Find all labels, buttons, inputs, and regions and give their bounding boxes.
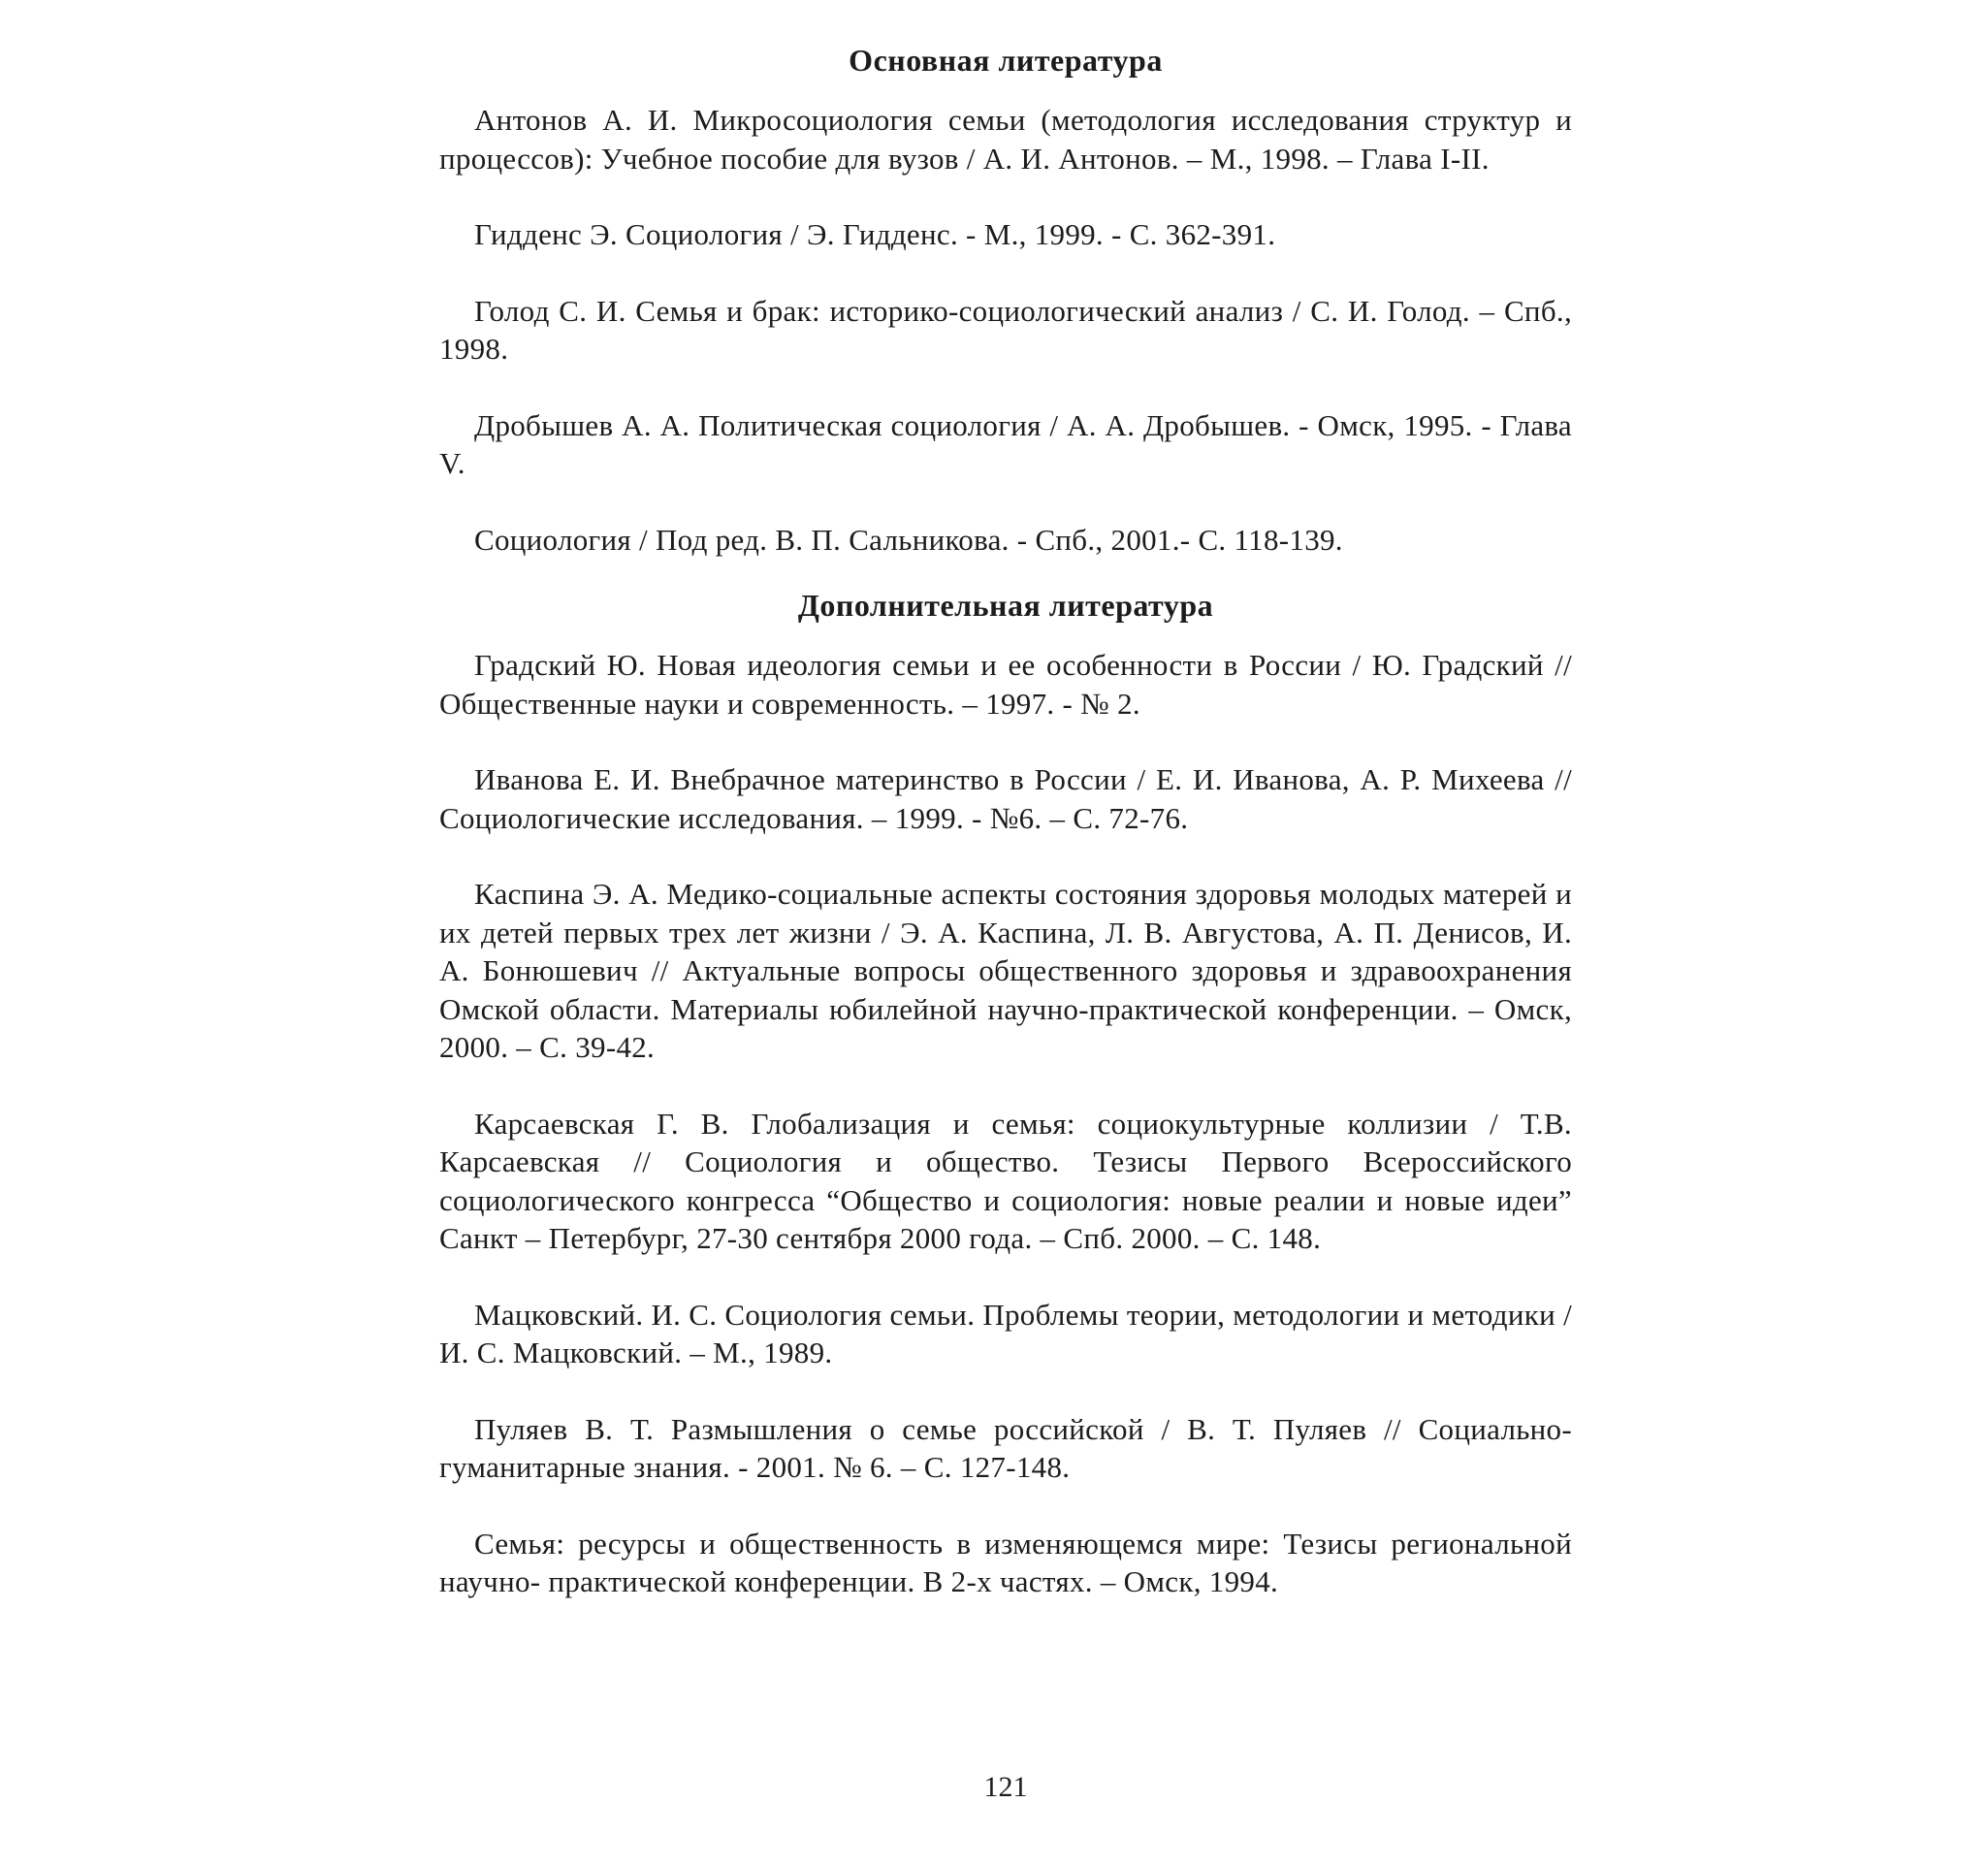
- document-page: [439, 41, 1572, 1825]
- main-literature-heading: Основная литература: [849, 43, 1163, 78]
- main-literature-list: [439, 101, 1572, 559]
- reference-entry: Градский Ю. Новая идеология семьи и ее особенности в России / Ю. Градский // Общественные науки и современность. – 1997. - № 2.: [439, 648, 1572, 721]
- reference-entry: Дробышев А. А. Политическая социология / А. А. Дробышев. - Омск, 1995. - Глава V.: [439, 407, 1572, 480]
- additional-literature-list: [439, 646, 1572, 1601]
- reference-entry: Мацковский. И. С. Социология семьи. Проблемы теории, методологии и методики / И. С. Мацковский. – М., 1989.: [439, 1297, 1572, 1369]
- reference-entry: Иванова Е. И. Внебрачное материнство в России / Е. И. Иванова, А. Р. Михеева // Социологические исследования. – 1999. - №6. – С. 72-76.: [439, 762, 1572, 835]
- reference-entry: Семья: ресурсы и общественность в изменяющемся мире: Тезисы региональной научно- практической конференции. В 2-х частях. – Омск, 1994.: [439, 1526, 1572, 1598]
- page-number: 121: [983, 1771, 1028, 1803]
- reference-entry: Голод С. И. Семья и брак: историко-социологический анализ / С. И. Голод. – Спб., 1998.: [439, 293, 1572, 366]
- reference-entry: Каспина Э. А. Медико-социальные аспекты состояния здоровья молодых матерей и их детей первых трех лет жизни / Э. А. Каспина, Л. В. Августова, А. П. Денисов, И. А. Бонюшевич // Актуальные вопросы общественного здоровья и здравоохранения Омской области. Материалы юбилейной научно-практической конференции. – Омск, 2000. – С. 39-42.: [439, 877, 1572, 1064]
- reference-entry: Карсаевская Г. В. Глобализация и семья: социокультурные коллизии / Т.В. Карсаевская // Социология и общество. Тезисы Первого Всероссийского социологического конгресса “Общество и социология: новые реалии и новые идеи” Санкт – Петербург, 27-30 сентября 2000 года. – Спб. 2000. – С. 148.: [439, 1106, 1572, 1255]
- reference-entry: Пуляев В. Т. Размышления о семье российской / В. Т. Пуляев // Социально-гуманитарные знания. - 2001. № 6. – С. 127-148.: [439, 1411, 1572, 1484]
- reference-entry: Антонов А. И. Микросоциология семьи (методология исследования структур и процессов): Учебное пособие для вузов / А. И. Антонов. – М., 1998. – Глава I-II.: [439, 103, 1572, 176]
- reference-entry: Гидденс Э. Социология / Э. Гидденс. - М., 1999. - С. 362-391.: [474, 217, 1276, 251]
- additional-literature-heading: Дополнительная литература: [797, 588, 1214, 623]
- reference-entry: Социология / Под ред. В. П. Сальникова. - Спб., 2001.- С. 118-139.: [474, 522, 1343, 557]
